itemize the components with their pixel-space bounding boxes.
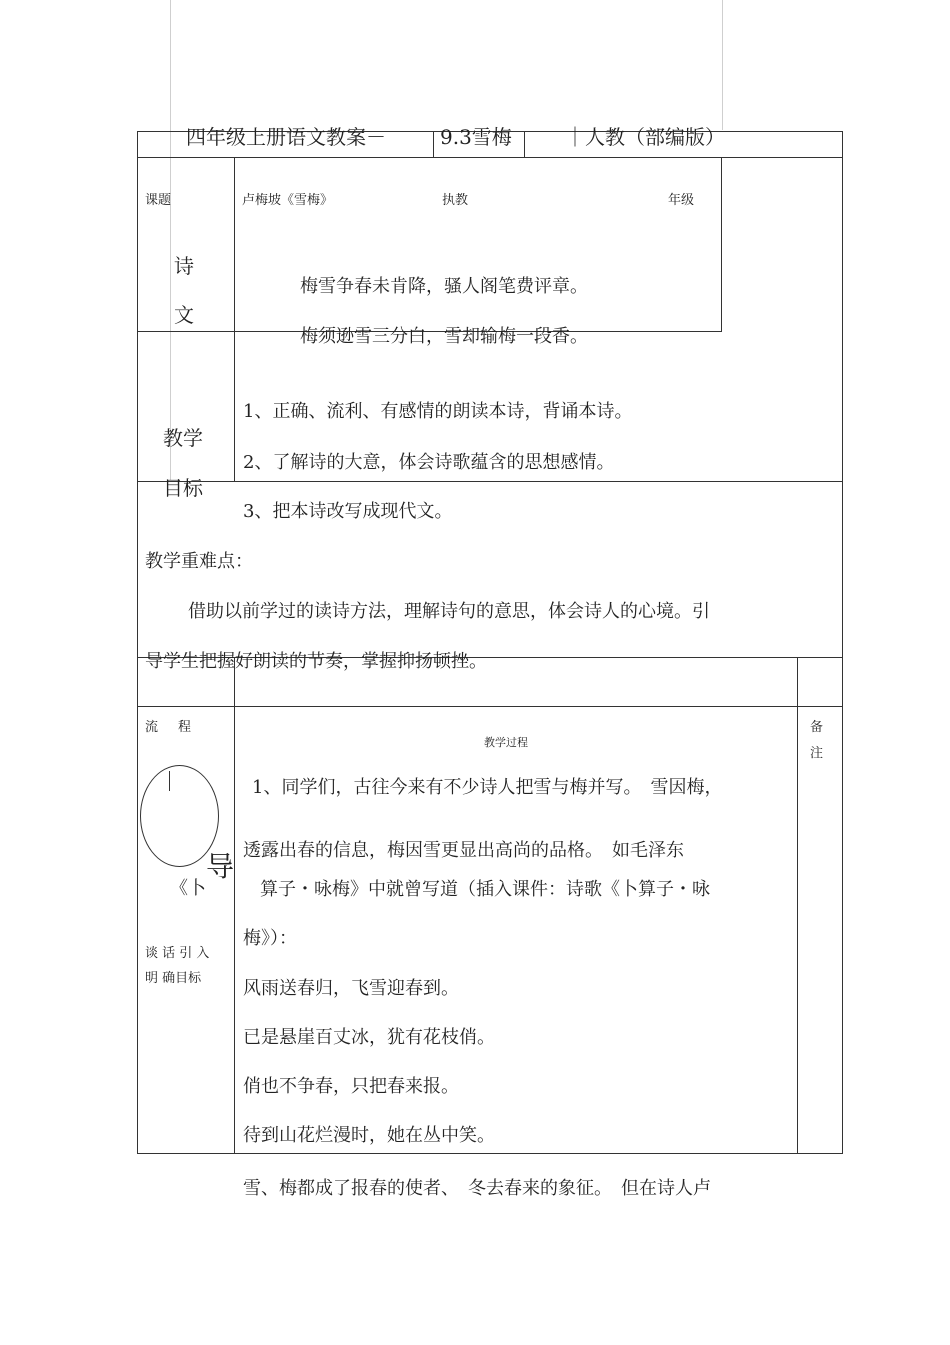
goal-item-1: 1、正确、流利、有感情的朗读本诗，背诵本诗。 — [243, 401, 633, 422]
goal-item-2: 2、了解诗的大意，体会诗歌蕴含的思想感情。 — [243, 452, 615, 473]
topic-value: 卢梅坡《雪梅》 — [242, 193, 334, 208]
flow-label-2: 程 — [178, 720, 192, 735]
poem-label-2: 文 — [174, 303, 194, 327]
title-part-3: ｜人教（部编版） — [565, 125, 725, 149]
rule-goals — [137, 481, 843, 482]
oval-stroke-mark — [169, 771, 170, 791]
process-paragraph-3: 算子・咏梅》中就曾写道（插入课件：诗歌《卜算子・咏 — [260, 879, 710, 900]
poem-line-2: 梅须逊雪三分白，雪却输梅一段香。 — [300, 326, 588, 347]
verse-line-2: 已是悬崖百丈冰，犹有花枝俏。 — [243, 1027, 495, 1048]
process-label: 教学过程 — [484, 736, 528, 749]
big-character: 导 — [206, 850, 235, 883]
remark-label-2: 注 — [810, 746, 824, 761]
goal-item-3: 3、把本诗改写成现代文。 — [243, 501, 453, 522]
verse-line-4: 待到山花烂漫时，她在丛中笑。 — [243, 1125, 495, 1146]
rule-title-split-2 — [524, 131, 525, 157]
step-note-line-1: 谈 话 引 入 — [145, 946, 210, 961]
process-after-table: 雪、梅都成了报春的使者、 冬去春来的象征。 但在诗人卢 — [243, 1178, 711, 1199]
rule-grade-column — [721, 157, 722, 332]
topic-label: 课题 — [145, 193, 172, 208]
difficulty-line-2: 导学生把握好朗读的节奏，掌握抑扬顿挫。 — [145, 651, 487, 672]
rule-right — [842, 131, 843, 1154]
goals-label-2: 目标 — [163, 476, 203, 500]
process-paragraph-1: 1、同学们，古往今来有不少诗人把雪与梅并写。 雪因梅， — [252, 777, 723, 798]
difficulty-line-1: 借助以前学过的读诗方法，理解诗句的意思，体会诗人的心境。引 — [188, 601, 710, 622]
teacher-label: 执教 — [442, 193, 469, 208]
title-part-1: 四年级上册语文教案－ — [186, 125, 386, 149]
rule-left — [137, 131, 138, 1154]
process-paragraph-4: 梅》）： — [243, 928, 297, 949]
rule-title-split-1 — [433, 131, 434, 157]
process-paragraph-2: 透露出春的信息，梅因雪更显出高尚的品格。 如毛泽东 — [243, 840, 684, 861]
grade-label: 年级 — [668, 193, 695, 208]
rule-bottom — [137, 1153, 843, 1154]
remark-label-1: 备 — [810, 720, 824, 735]
flow-label-1: 流 — [145, 720, 159, 735]
verse-line-1: 风雨送春归，飞雪迎春到。 — [243, 978, 459, 999]
page-guide-line-left — [170, 0, 171, 480]
rule-remark-column — [797, 657, 798, 1154]
poem-line-1: 梅雪争春未肯降，骚人阁笔费评章。 — [300, 276, 588, 297]
rule-header — [137, 157, 843, 158]
difficulty-heading: 教学重难点： — [145, 551, 253, 572]
rule-label-column — [234, 157, 235, 481]
poem-label-1: 诗 — [174, 254, 194, 278]
rule-process-header — [137, 706, 843, 707]
rule-label-column-lower — [234, 657, 235, 1154]
bracket-text: 《卜 — [170, 878, 206, 899]
goals-label-1: 教学 — [163, 426, 203, 450]
page-guide-line-right — [722, 0, 723, 130]
verse-line-3: 俏也不争春，只把春来报。 — [243, 1076, 459, 1097]
title-part-2: 9.3雪梅 — [440, 125, 512, 149]
step-note-line-2: 明 确目标 — [145, 971, 202, 986]
